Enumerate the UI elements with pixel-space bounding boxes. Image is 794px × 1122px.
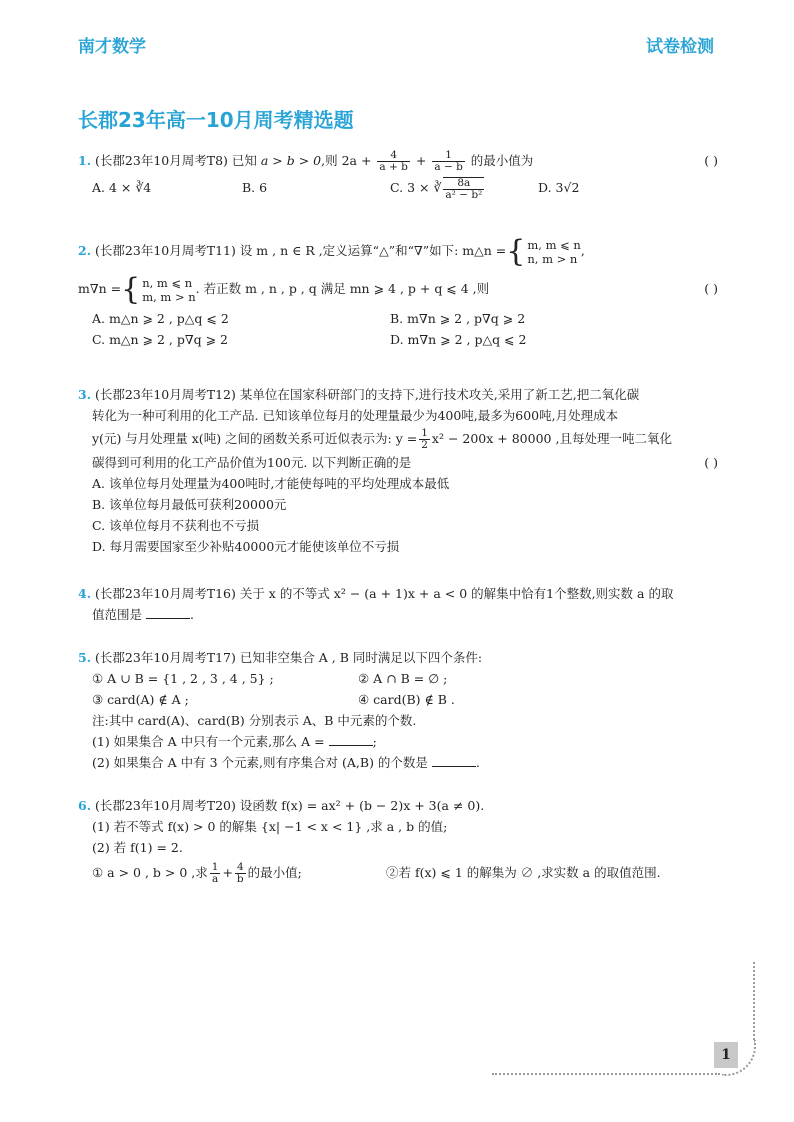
option-a: A. 该单位每月处理量为400吨时,才能使每吨的平均处理成本最低 <box>92 476 450 491</box>
page-title: 长郡23年高一10月周考精选题 <box>78 108 354 132</box>
question-number: 5. <box>78 650 92 665</box>
question-3 <box>78 384 718 557</box>
sub-question-1: (1) 如果集合 A 中只有一个元素,那么 A = <box>92 734 325 749</box>
option-a: A. m△n ⩾ 2 , p△q ⩽ 2 <box>92 311 229 326</box>
option-c: C. 该单位每月不获利也不亏损 <box>92 518 260 533</box>
option-d: D. m∇n ⩾ 2 , p△q ⩽ 2 <box>390 332 527 347</box>
question-number: 6. <box>78 798 92 813</box>
piecewise-definition: n, m ⩽ n m, m > n <box>142 275 196 304</box>
answer-bracket: ( ) <box>704 153 718 168</box>
condition: a > b > 0 <box>260 153 322 168</box>
question-text: (长郡23年10月周考T20) 设函数 f(x) = ax² + (b − 2)x + 3(a ≠ 0). <box>95 798 485 813</box>
plus-sign: + <box>415 153 427 168</box>
section-label: 试卷检测 <box>646 37 714 57</box>
option-b: B. 该单位每月最低可获利20000元 <box>92 497 287 512</box>
brand-name: 南才数学 <box>78 37 146 57</box>
question-stem: 的最小值为 <box>470 153 534 168</box>
question-4: 4. (长郡23年10月周考T16) 关于 x 的不等式 x² − (a + 1)x + a < 0 的解集中恰有1个整数,则实数 a 的取 值范围是 . <box>78 586 674 622</box>
question-stem: (长郡23年10月周考T11) 设 m , n ∈ R ,定义运算“△”和“∇”如下: <box>95 243 459 258</box>
question-5: 5. (长郡23年10月周考T17) 已知非空集合 A , B 同时满足以下四个条件: ① A ∪ B = {1 , 2 , 3 , 4 , 5} ; ② A ∩ B = ∅ ; ③ card(A) ∉ A ; ④ card(B) ∉ B . 注:其中 card(A)、card(B) 分别表示 A、B 中元素的个数. (1) 如果集合 A 中只有一个元素,那么 A = ; (2) 如果集合 A 中有 3 个元素,则有序集合对 (A,B) 的个数是 . <box>78 647 718 773</box>
decorative-dotted-border <box>492 1073 720 1075</box>
answer-blank <box>432 754 476 767</box>
question-text: 转化为一种可利用的化工产品. 已知该单位每月的处理量最少为400吨,最多为600吨,月处理成本 <box>92 408 619 423</box>
page-number: 1 <box>714 1042 738 1068</box>
option-b: B. 6 <box>242 180 268 195</box>
question-stem: ,则 2a + <box>321 153 372 168</box>
option-c: C. m△n ⩾ 2 , p∇q ⩾ 2 <box>92 332 228 347</box>
option-a: A. 4 × ∛4 <box>92 180 152 195</box>
sub-part-1: ① a > 0 , b > 0 ,求 $\frac{1}{a}$ + $\frac{4}{b}$ 的最小值; <box>92 861 302 885</box>
sub-question-2: (2) 如果集合 A 中有 3 个元素,则有序集合对 (A,B) 的个数是 <box>92 755 428 770</box>
condition-4: ④ card(B) ∉ B . <box>358 692 455 707</box>
definition-lhs: m△n = <box>462 243 507 258</box>
condition-1: ① A ∪ B = {1 , 2 , 3 , 4 , 5} ; <box>92 671 274 686</box>
sub-part-2: ②若 f(x) ⩽ 1 的解集为 ∅ ,求实数 a 的取值范围. <box>386 865 661 880</box>
note: 注:其中 card(A)、card(B) 分别表示 A、B 中元素的个数. <box>92 713 417 728</box>
sub-question-1: (1) 若不等式 f(x) > 0 的解集 {x| −1 < x < 1} ,求 a , b 的值; <box>92 819 448 834</box>
question-text: (长郡23年10月周考T17) 已知非空集合 A , B 同时满足以下四个条件: <box>95 650 483 665</box>
condition-2: ② A ∩ B = ∅ ; <box>358 671 448 686</box>
option-d: D. 每月需要国家至少补贴40000元才能使该单位不亏损 <box>92 539 400 554</box>
sub-question-2: (2) 若 f(1) = 2. <box>92 840 183 855</box>
answer-blank <box>146 606 190 619</box>
option-b: B. m∇n ⩾ 2 , p∇q ⩾ 2 <box>390 311 526 326</box>
fraction: $\frac{4}{a + b}$ <box>379 149 408 173</box>
piecewise-definition: m, m ⩽ n n, m > n <box>527 237 581 266</box>
answer-bracket: ( ) <box>704 455 718 470</box>
fraction: $\frac{1}{a - b}$ <box>434 149 463 173</box>
question-number: 3. <box>78 387 92 402</box>
definition-lhs: m∇n = <box>78 281 122 296</box>
question-number: 4. <box>78 586 92 601</box>
question-text: y(元) 与月处理量 x(吨) 之间的函数关系可近似表示为: y = $\frac{1}{2}$ x² − 200x + 80000 ,且每处理一吨二氧化 <box>92 427 672 451</box>
question-6 <box>78 795 718 888</box>
condition: . 若正数 m , n , p , q 满足 mn ⩾ 4 , p + q ⩽ 4 ,则 <box>195 281 490 296</box>
option-c: C. 3 × ∛ $\frac{8a}{\text{a² − b²}}$ <box>390 176 483 201</box>
question-2: 2. (长郡23年10月周考T11) 设 m , n ∈ R ,定义运算“△”和“∇”如下: m△n ={ m, m ⩽ n n, m > n , m∇n ={ n, m ⩽ n m, m > n . 若正数 m , n , p , q 满足 mn ⩾ 4 , p + q ⩽ 4 ,则 ( ) A. m△n ⩾ 2 , p△q ⩽ 2 B. m∇n ⩾ 2 , p∇q ⩾ 2 C. m△n ⩾ 2 , p∇q ⩾ 2 D. m∇n ⩾ 2 , p△q ⩽ 2 <box>78 232 718 350</box>
question-text: (长郡23年10月周考T12) 某单位在国家科研部门的支持下,进行技术攻关,采用了新工艺,把二氧化碳 <box>95 387 640 402</box>
condition-3: ③ card(A) ∉ A ; <box>92 692 189 707</box>
question-number: 1. <box>78 153 92 168</box>
question-stem: (长郡23年10月周考T8) 已知 <box>95 153 257 168</box>
answer-bracket: ( ) <box>704 281 718 296</box>
question-text: (长郡23年10月周考T16) 关于 x 的不等式 x² − (a + 1)x + a < 0 的解集中恰有1个整数,则实数 a 的取 <box>95 586 674 601</box>
question-number: 2. <box>78 243 92 258</box>
answer-blank <box>329 733 373 746</box>
question-1 <box>78 148 718 202</box>
decorative-dotted-border <box>753 962 755 1040</box>
question-text: 值范围是 <box>92 607 143 622</box>
question-text: 碳得到可利用的化工产品价值为100元. 以下判断正确的是 <box>92 455 412 470</box>
option-d: D. 3√2 <box>538 180 580 195</box>
